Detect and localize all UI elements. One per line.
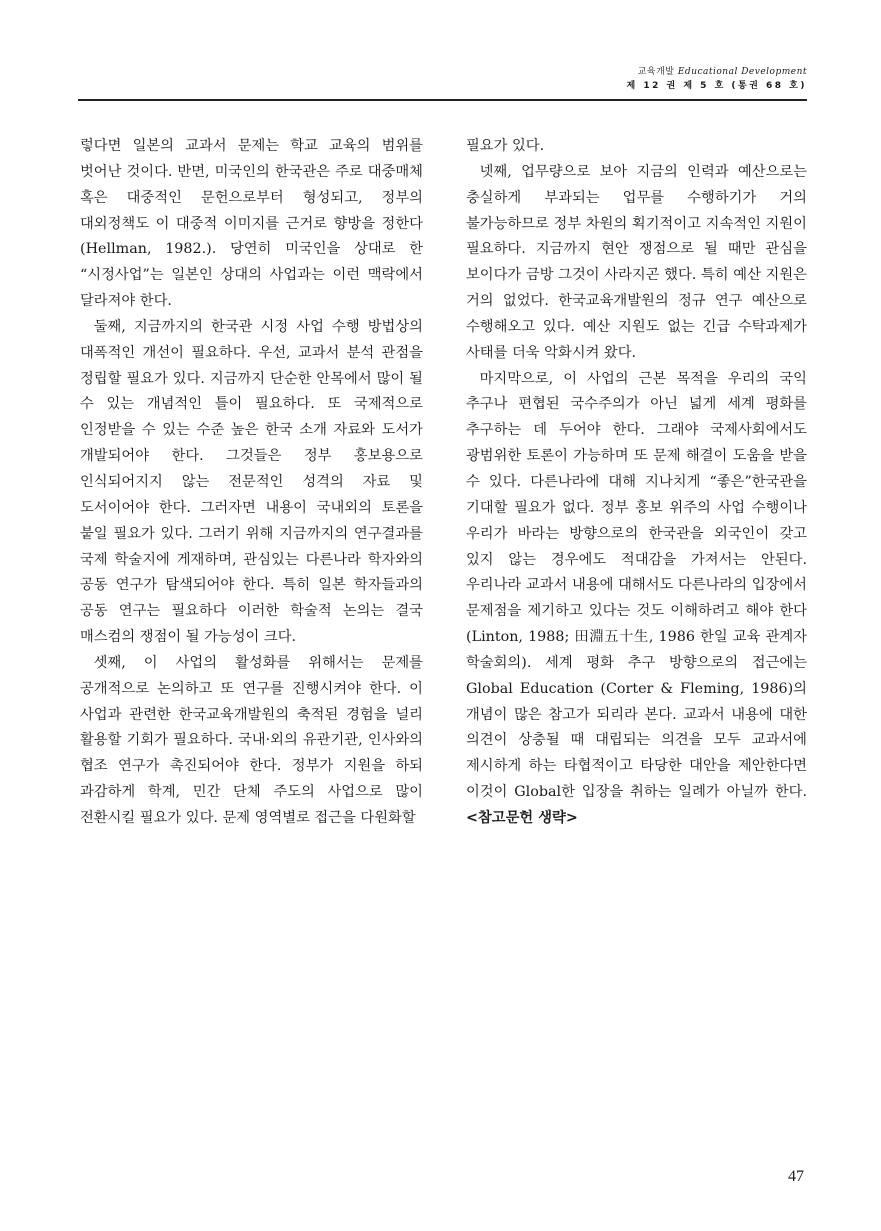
paragraph: 셋째, 이 사업의 활성화를 위해서는 문제를 공개적으로 논의하고 또 연구를 진행시켜야 한다. 이 사업과 관련한 한국교육개발원의 축적된 경험을 널리 활용할 기회가 필요하다. 국내·외의 유관기관, 인사와의 협조 연구가 촉진되어야 한다. 정부가 지원을 하되 과감하게 학계, 민간 단체 주도의 사업으로 많이 전환시킬 필요가 있다. 문제 영역별로 접근을 다원화할 <box>80 654 423 826</box>
journal-title <box>627 66 807 79</box>
left-column <box>80 134 423 832</box>
header-rule <box>78 99 807 101</box>
journal-title-en: Educational Development <box>677 67 807 77</box>
paragraph: 둘째, 지금까지의 한국관 시정 사업 수행 방법상의 대폭적인 개선이 필요하다. 우선, 교과서 분석 관점을 정립할 필요가 있다. 지금까지 단순한 안목에서 많이 될 수 있는 개념적인 틀이 필요하다. 또 국제적으로 인정받을 수 있는 수준 높은 한국 소개 자료와 도서가 개발되어야 한다. 그것들은 정부 홍보용으로 인식되어지지 않는 전문적인 성격의 자료 및 도서이어야 한다. 그러자면 내용이 국내외의 토론을 붙일 필요가 있다. 그러기 위해 지금까지의 연구결과를 국제 학술지에 게재하며, 관심있는 다른나라 학자와의 공동 연구가 탐색되어야 한다. 특히 일본 학자들과의 공동 연구는 필요하다 이러한 학술적 논의는 결국 매스컴의 쟁점이 될 가능성이 크다. <box>80 318 423 646</box>
paragraph-text: 마지막으로, 이 사업의 근본 목적을 우리의 국익 추구나 편협된 국수주의가 아닌 넓게 세계 평화를 추구하는 데 두어야 한다. 그래야 국제사회에서도 광범위한 토론이 가능하며 또 문제 해결이 도움을 받을 수 있다. 다른나라에 대해 지나치게 “좋은”한국관을 기대할 필요가 없다. 정부 홍보 위주의 사업 수행이나 우리가 바라는 방향으로의 한국관을 외국인이 갖고 있지 않는 경우에도 적대감을 가져서는 안된다. 우리나라 교과서 내용에 대해서도 다른나라의 입장에서 문제점을 제기하고 있다는 것도 이해하려고 해야 한다(Linton, 1988; 田淵五十生, 1986 한일 교육 관계자 학술회의). 세계 평화 추구 방향으로의 접근에는 Global Education (Corter & Fleming, 1986)의 개념이 많은 참고가 되리라 본다. 교과서 내용에 대한 의견이 상충될 때 대립되는 의견을 모두 교과서에 제시하게 하는 타협적이고 타당한 대안을 제안한다면 이것이 Global한 입장을 취하는 일례가 아닐까 한다. <box>466 370 807 801</box>
paragraph <box>466 367 807 832</box>
issue-info: 제 12 권 제 5 호 (통권 68 호) <box>626 81 807 91</box>
journal-title-ko: 교육개발 <box>637 67 675 77</box>
paragraph: 필요가 있다. <box>466 138 545 154</box>
right-column <box>466 134 807 832</box>
running-header <box>627 66 807 93</box>
paragraph: 넷째, 업무량으로 보아 지금의 인력과 예산으로는 충실하게 부과되는 업무를 수행하기가 거의 불가능하므로 정부 차원의 획기적이고 지속적인 지원이 필요하다. 지금까지 현안 쟁점으로 될 때만 관심을 보이다가 금방 그것이 사라지곤 했다. 특히 예산 지원은 거의 없었다. 한국교육개발원의 정규 연구 예산으로 수행해오고 있다. 예산 지원도 없는 긴급 수탁과제가 사태를 더욱 악화시켜 왔다. <box>466 163 807 361</box>
page-number: 47 <box>788 1168 804 1185</box>
paragraph: 렇다면 일본의 교과서 문제는 학교 교육의 범위를 벗어난 것이다. 반면, 미국인의 한국관은 주로 대중매체 혹은 대중적인 문헌으로부터 형성되고, 정부의 대외정책도 이 대중적 이미지를 근거로 향방을 정한다(Hellman, 1982.). 당연히 미국인을 상대로 한 “시정사업”는 일본인 상대의 사업과는 이런 맥락에서 달라져야 한다. <box>80 138 423 310</box>
reference-note: <참고문헌 생략> <box>466 809 578 826</box>
